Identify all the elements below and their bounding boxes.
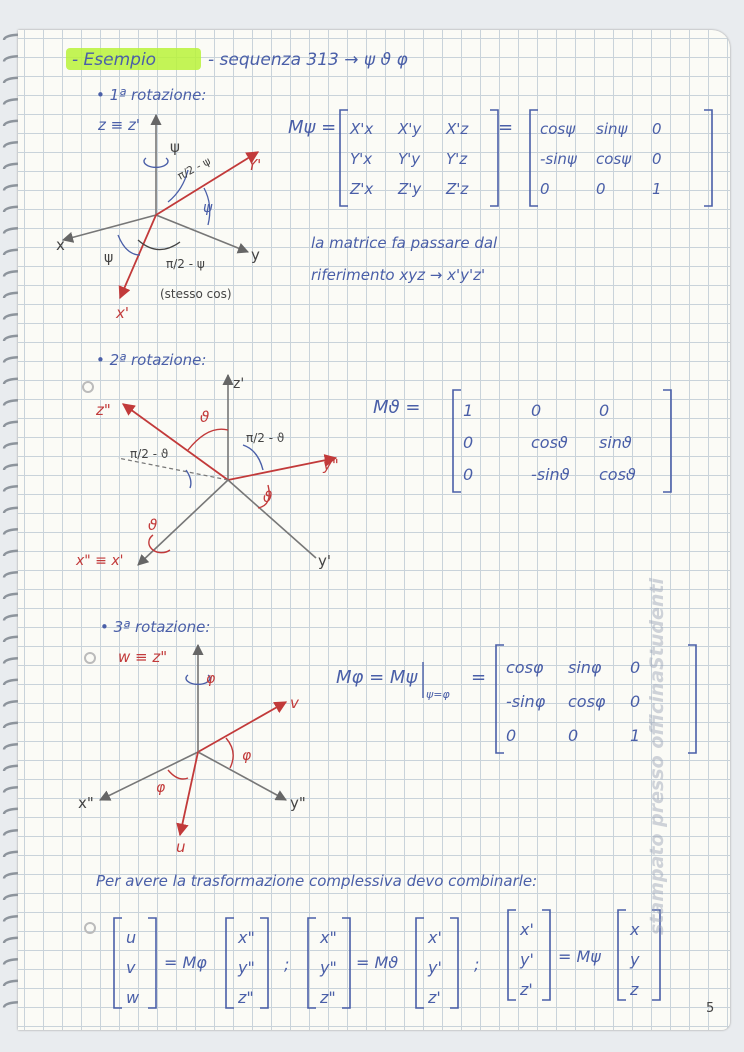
matrix-cell: 0 bbox=[531, 401, 542, 420]
rot1-axis-top: z ≡ z' bbox=[98, 116, 140, 134]
rot1-y-prime: Y' bbox=[248, 156, 262, 174]
equation-operator: ; bbox=[284, 955, 290, 974]
matrix-cell: cosφ bbox=[568, 692, 606, 711]
rot1-equals: = bbox=[498, 117, 514, 138]
vector-entry: y bbox=[630, 950, 640, 969]
matrix-cell: -sinψ bbox=[540, 150, 577, 168]
rot3-label: • 3ª rotazione: bbox=[100, 618, 211, 636]
vector-entry: v bbox=[126, 958, 136, 977]
bracket-right bbox=[342, 918, 350, 1008]
vector-entry: x' bbox=[428, 928, 442, 947]
matrix-cell: cosψ bbox=[540, 120, 576, 138]
equation-operator: ; bbox=[474, 955, 480, 974]
matrix-cell: Z'y bbox=[398, 180, 422, 198]
equation-operator: = Mφ bbox=[164, 953, 207, 972]
vector-entry: z" bbox=[238, 988, 254, 1007]
matrix-cell: Y'z bbox=[446, 150, 468, 168]
bracket-left bbox=[416, 918, 424, 1008]
vector-entry: y" bbox=[320, 958, 337, 977]
matrix-cell: 0 bbox=[568, 726, 579, 745]
matrix-cell: X'x bbox=[350, 120, 374, 138]
matrix-cell: cosϑ bbox=[531, 433, 568, 452]
rot1-pi2psi-top: π/2 - ψ bbox=[175, 154, 213, 183]
rot3-subscript: ψ=φ bbox=[426, 688, 450, 701]
rot1-pi2psi: π/2 - ψ bbox=[166, 257, 205, 271]
rot3-phi-top: φ bbox=[206, 671, 216, 687]
bracket-left bbox=[453, 390, 461, 492]
equation-operator: = Mψ bbox=[558, 947, 601, 966]
vector-entry: x" bbox=[320, 928, 337, 947]
rot3-equals: = bbox=[471, 667, 487, 688]
bracket-right bbox=[148, 918, 156, 1008]
rot3-phi-left: φ bbox=[156, 780, 166, 796]
vector-entry: x' bbox=[520, 920, 534, 939]
header-highlight: - Esempio bbox=[72, 50, 157, 70]
matrix-cell: 0 bbox=[630, 658, 641, 677]
bracket-left bbox=[226, 918, 234, 1008]
rot1-matrix-name: Mψ = bbox=[288, 117, 337, 138]
rot1-stesso-cos: (stesso cos) bbox=[160, 287, 232, 301]
bracket-right bbox=[490, 110, 498, 206]
bracket-left bbox=[340, 110, 348, 206]
bracket-right bbox=[663, 390, 671, 492]
matrix-cell: 0 bbox=[463, 465, 474, 484]
bracket-right bbox=[704, 110, 712, 206]
notes-drawing bbox=[18, 30, 730, 1030]
rot2-matrix bbox=[453, 390, 671, 492]
bracket-right bbox=[450, 918, 458, 1008]
rot1-x: x bbox=[56, 236, 65, 254]
matrix-cell: 0 bbox=[463, 433, 474, 452]
bracket-right bbox=[542, 910, 550, 1000]
matrix-cell: sinφ bbox=[568, 658, 602, 677]
vector-entry: z bbox=[630, 980, 639, 999]
rot1-note-line2: riferimento xyz → x'y'z' bbox=[311, 266, 486, 284]
rot3-y-dprime: y" bbox=[290, 794, 306, 812]
bracket-left bbox=[114, 918, 122, 1008]
matrix-cell: 0 bbox=[652, 120, 662, 138]
matrix-cell: 0 bbox=[506, 726, 517, 745]
matrix-cell: X'z bbox=[446, 120, 469, 138]
vector-entry: x bbox=[630, 920, 640, 939]
matrix-cell: 0 bbox=[599, 401, 610, 420]
matrix-cell: Y'x bbox=[350, 150, 373, 168]
page-number: 5 bbox=[706, 1001, 715, 1016]
rot1-psi: ψ bbox=[170, 138, 180, 156]
matrix-cell: 1 bbox=[652, 180, 662, 198]
combine-equations bbox=[114, 910, 660, 1008]
vector-entry: x" bbox=[238, 928, 255, 947]
rot2-y-prime: y' bbox=[318, 552, 332, 570]
matrix-cell: X'y bbox=[398, 120, 422, 138]
bracket-left bbox=[508, 910, 516, 1000]
rot2-axes bbox=[118, 375, 336, 565]
matrix-cell: Z'x bbox=[350, 180, 374, 198]
vector-entry: z' bbox=[520, 980, 533, 999]
matrix-cell: -sinϑ bbox=[531, 465, 570, 484]
rot2-pi2theta-right: π/2 - ϑ bbox=[246, 431, 285, 445]
rot1-note-line1: la matrice fa passare dal bbox=[311, 234, 498, 252]
matrix-cell: Z'z bbox=[446, 180, 469, 198]
matrix-cell: sinψ bbox=[596, 120, 628, 138]
matrix-cell: sinϑ bbox=[599, 433, 632, 452]
vector-entry: y' bbox=[520, 950, 534, 969]
rot2-theta-right: ϑ bbox=[263, 488, 273, 506]
matrix-cell: Y'y bbox=[398, 150, 421, 168]
matrix-cell: 1 bbox=[463, 401, 474, 420]
bracket-left bbox=[530, 110, 538, 206]
rot2-z-dprime: z" bbox=[96, 401, 111, 419]
matrix-cell: 0 bbox=[540, 180, 550, 198]
bracket-right bbox=[260, 918, 268, 1008]
matrix-cell: 0 bbox=[596, 180, 606, 198]
equation-operator: = Mϑ bbox=[356, 953, 399, 972]
rot3-phi-right: φ bbox=[242, 748, 252, 764]
combine-text: Per avere la trasformazione complessiva devo combinarle: bbox=[96, 872, 538, 890]
rot2-pi2theta-left: π/2 - ϑ bbox=[130, 447, 169, 461]
header-title: - sequenza 313 → ψ ϑ φ bbox=[208, 50, 408, 70]
vector-entry: y" bbox=[238, 958, 255, 977]
vector-entry: w bbox=[126, 988, 140, 1007]
rot3-matrix-name: Mφ = Mψ bbox=[336, 667, 418, 688]
vector-entry: y' bbox=[428, 958, 442, 977]
rot2-theta-top: ϑ bbox=[200, 408, 210, 426]
vector-entry: z' bbox=[428, 988, 441, 1007]
rot3-axis-top: w ≡ z" bbox=[118, 648, 168, 666]
matrix-cell: cosϑ bbox=[599, 465, 636, 484]
rot3-u: u bbox=[176, 838, 186, 856]
rot3-x-dprime: x" bbox=[78, 794, 94, 812]
hole-mark bbox=[83, 382, 93, 392]
rot2-z-prime: z' bbox=[233, 376, 245, 392]
rot2-label: • 2ª rotazione: bbox=[96, 351, 207, 369]
rot2-y-dprime: y" bbox=[323, 456, 339, 474]
notebook-page bbox=[18, 30, 730, 1030]
matrix-cell: 0 bbox=[652, 150, 662, 168]
matrix-cell: cosφ bbox=[506, 658, 544, 677]
rot1-axes bbox=[63, 115, 258, 298]
rot1-psi-small: ψ bbox=[104, 250, 114, 266]
matrix-cell: -sinφ bbox=[506, 692, 546, 711]
matrix-cell: 0 bbox=[630, 692, 641, 711]
watermark: stampato presso officinaStudenti bbox=[646, 577, 668, 935]
rot1-label: • 1ª rotazione: bbox=[96, 86, 207, 104]
vector-entry: u bbox=[126, 928, 137, 947]
hole-mark bbox=[85, 923, 95, 933]
rot2-x-eq: x" ≡ x' bbox=[76, 553, 124, 569]
rot1-y: y bbox=[251, 246, 260, 264]
hole-mark bbox=[85, 653, 95, 663]
rot1-matrix-lhs bbox=[340, 110, 498, 206]
matrix-cell: 1 bbox=[630, 726, 641, 745]
bracket-left bbox=[496, 645, 504, 753]
bracket-left bbox=[308, 918, 316, 1008]
rot3-v: v bbox=[290, 694, 299, 712]
rot2-matrix-name: Mϑ = bbox=[373, 397, 421, 418]
rot1-x-prime: x' bbox=[116, 304, 130, 322]
rot1-psi-right: ψ bbox=[203, 200, 213, 216]
bracket-right bbox=[688, 645, 696, 753]
rot2-theta-left: ϑ bbox=[148, 516, 158, 534]
bracket-left bbox=[618, 910, 626, 1000]
matrix-cell: cosψ bbox=[596, 150, 632, 168]
rot1-matrix-rhs bbox=[530, 110, 712, 206]
rot3-axes bbox=[100, 645, 286, 835]
vector-entry: z" bbox=[320, 988, 336, 1007]
